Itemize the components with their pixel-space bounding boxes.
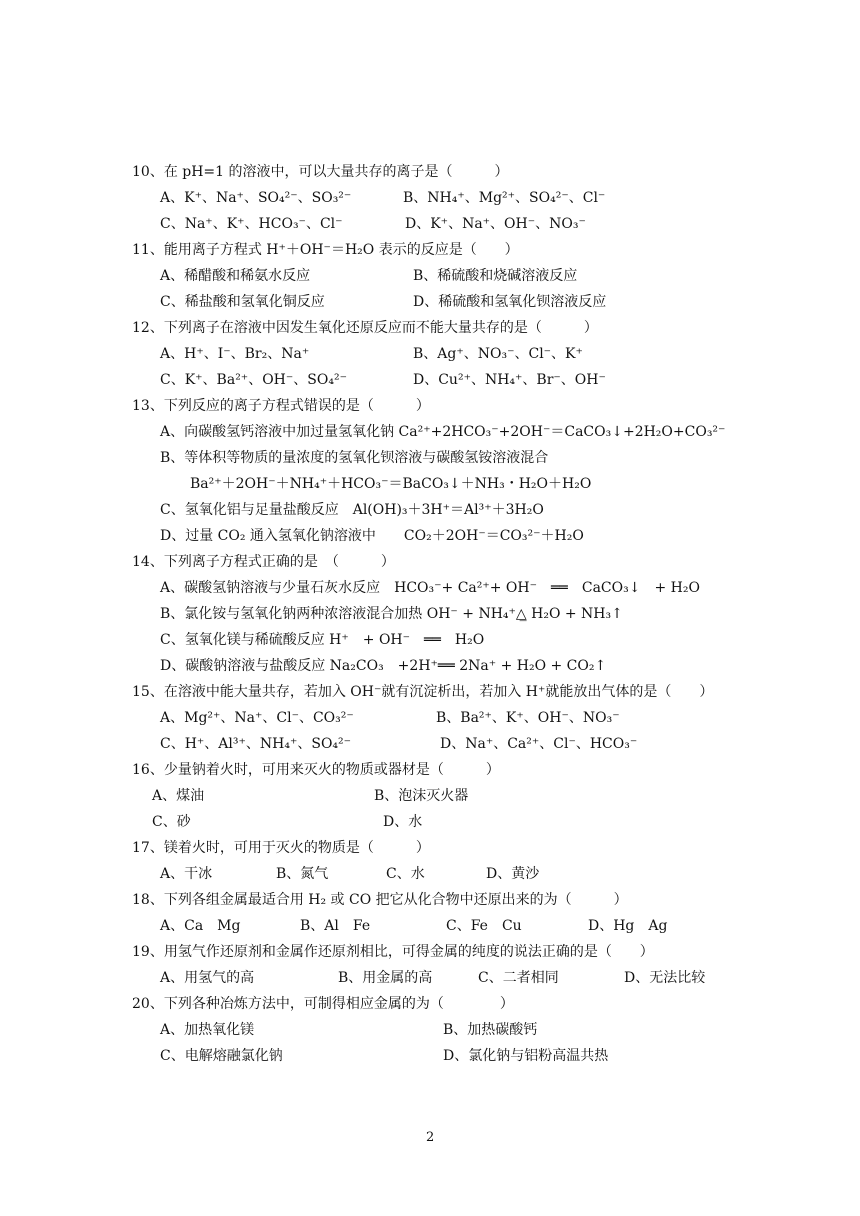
option-text: D、K⁺、Na⁺、OH⁻、NO₃⁻ xyxy=(405,216,586,232)
option-text: A、向碳酸氢钙溶液中加过量氢氧化钠 Ca²⁺+2HCO₃⁻+2OH⁻＝CaCO₃↓+2H₂O+CO₃²⁻ xyxy=(160,424,726,440)
option-text: B、加热碳酸钙 xyxy=(443,1022,538,1038)
option-text: C、Na⁺、K⁺、HCO₃⁻、Cl⁻ xyxy=(160,216,343,232)
option-text: A、稀醋酸和稀氨水反应 xyxy=(160,268,311,284)
question-text: 19、用氢气作还原剂和金属作还原剂相比，可得金属的纯度的说法正确的是（ ） xyxy=(132,944,654,960)
option-text: A、干冰 xyxy=(160,866,213,882)
option-text: B、Ba²⁺、K⁺、OH⁻、NO₃⁻ xyxy=(436,710,620,726)
option-text: D、黄沙 xyxy=(486,866,540,882)
option-text: C、砂 xyxy=(152,814,191,830)
option-text: D、无法比较 xyxy=(624,970,706,986)
question-text: 13、下列反应的离子方程式错误的是（ ） xyxy=(132,398,430,414)
option-text: B、用金属的高 xyxy=(338,970,433,986)
option-text: C、Fe Cu xyxy=(446,918,522,934)
question-text: 10、在 pH=1 的溶液中，可以大量共存的离子是（ ） xyxy=(132,164,509,180)
question-text: 16、少量钠着火时，可用来灭火的物质或器材是（ ） xyxy=(132,762,500,778)
option-text: C、二者相同 xyxy=(478,970,559,986)
option-text: A、Mg²⁺、Na⁺、Cl⁻、CO₃²⁻ xyxy=(160,710,354,726)
question-text: 14、下列离子方程式正确的是 （ ） xyxy=(132,554,395,570)
question-text: 11、能用离子方程式 H⁺＋OH⁻＝H₂O 表示的反应是（ ） xyxy=(132,242,519,258)
option-text: C、稀盐酸和氢氧化铜反应 xyxy=(160,294,325,310)
option-text: C、K⁺、Ba²⁺、OH⁻、SO₄²⁻ xyxy=(160,372,347,388)
option-text: C、氢氧化铝与足量盐酸反应 Al(OH)₃＋3H⁺＝Al³⁺＋3H₂O xyxy=(160,502,544,518)
option-text: B、氮气 xyxy=(276,866,329,882)
option-text: A、碳酸氢钠溶液与少量石灰水反应 HCO₃⁻+ Ca²⁺+ OH⁻ ══ CaCO₃↓ + H₂O xyxy=(160,580,700,596)
option-text: A、Ca Mg xyxy=(160,918,241,934)
option-text: A、H⁺、I⁻、Br₂、Na⁺ xyxy=(160,346,310,362)
option-text: B、稀硫酸和烧碱溶液反应 xyxy=(413,268,578,284)
option-text: B、等体积等物质的量浓度的氢氧化钡溶液与碳酸氢铵溶液混合 xyxy=(160,450,549,466)
question-text: 20、下列各种冶炼方法中，可制得相应金属的为（ ） xyxy=(132,996,514,1012)
option-text: A、煤油 xyxy=(152,788,205,804)
option-text: D、水 xyxy=(383,814,423,830)
option-text: B、泡沫灭火器 xyxy=(374,788,469,804)
option-text: B、氯化铵与氢氧化钠两种浓溶液混合加热 OH⁻ + NH₄⁺△̲ H₂O + NH₃↑ xyxy=(160,606,623,622)
question-text: 17、镁着火时，可用于灭火的物质是（ ） xyxy=(132,840,430,856)
option-text: D、Na⁺、Ca²⁺、Cl⁻、HCO₃⁻ xyxy=(440,736,638,752)
option-text: D、Cu²⁺、NH₄⁺、Br⁻、OH⁻ xyxy=(413,372,606,388)
option-text: B、NH₄⁺、Mg²⁺、SO₄²⁻、Cl⁻ xyxy=(403,190,606,206)
question-text: 12、下列离子在溶液中因发生氧化还原反应而不能大量共存的是（ ） xyxy=(132,320,598,336)
option-text: D、氯化钠与铝粉高温共热 xyxy=(443,1048,609,1064)
option-text: B、Al Fe xyxy=(300,918,371,934)
option-text: Ba²⁺＋2OH⁻＋NH₄⁺＋HCO₃⁻＝BaCO₃↓＋NH₃・H₂O＋H₂O xyxy=(190,476,592,492)
option-text: C、氢氧化镁与稀硫酸反应 H⁺ + OH⁻ ══ H₂O xyxy=(160,632,485,648)
option-text: A、加热氧化镁 xyxy=(160,1022,255,1038)
option-text: C、H⁺、Al³⁺、NH₄⁺、SO₄²⁻ xyxy=(160,736,352,752)
option-text: D、稀硫酸和氢氧化钡溶液反应 xyxy=(413,294,607,310)
option-text: B、Ag⁺、NO₃⁻、Cl⁻、K⁺ xyxy=(413,346,583,362)
option-text: D、Hg Ag xyxy=(588,918,668,934)
option-text: D、过量 CO₂ 通入氢氧化钠溶液中 CO₂＋2OH⁻＝CO₃²⁻＋H₂O xyxy=(160,528,584,544)
option-text: A、K⁺、Na⁺、SO₄²⁻、SO₃²⁻ xyxy=(160,190,352,206)
option-text: D、碳酸钠溶液与盐酸反应 Na₂CO₃ +2H⁺══ 2Na⁺ + H₂O + CO₂↑ xyxy=(160,658,607,674)
option-text: C、电解熔融氯化钠 xyxy=(160,1048,283,1064)
page-number: 2 xyxy=(426,1130,435,1145)
option-text: A、用氢气的高 xyxy=(160,970,255,986)
question-text: 15、在溶液中能大量共存，若加入 OH⁻就有沉淀析出，若加入 H⁺就能放出气体的是（ ） xyxy=(132,684,714,700)
question-text: 18、下列各组金属最适合用 H₂ 或 CO 把它从化合物中还原出来的为（ ） xyxy=(132,892,628,908)
option-text: C、水 xyxy=(386,866,425,882)
